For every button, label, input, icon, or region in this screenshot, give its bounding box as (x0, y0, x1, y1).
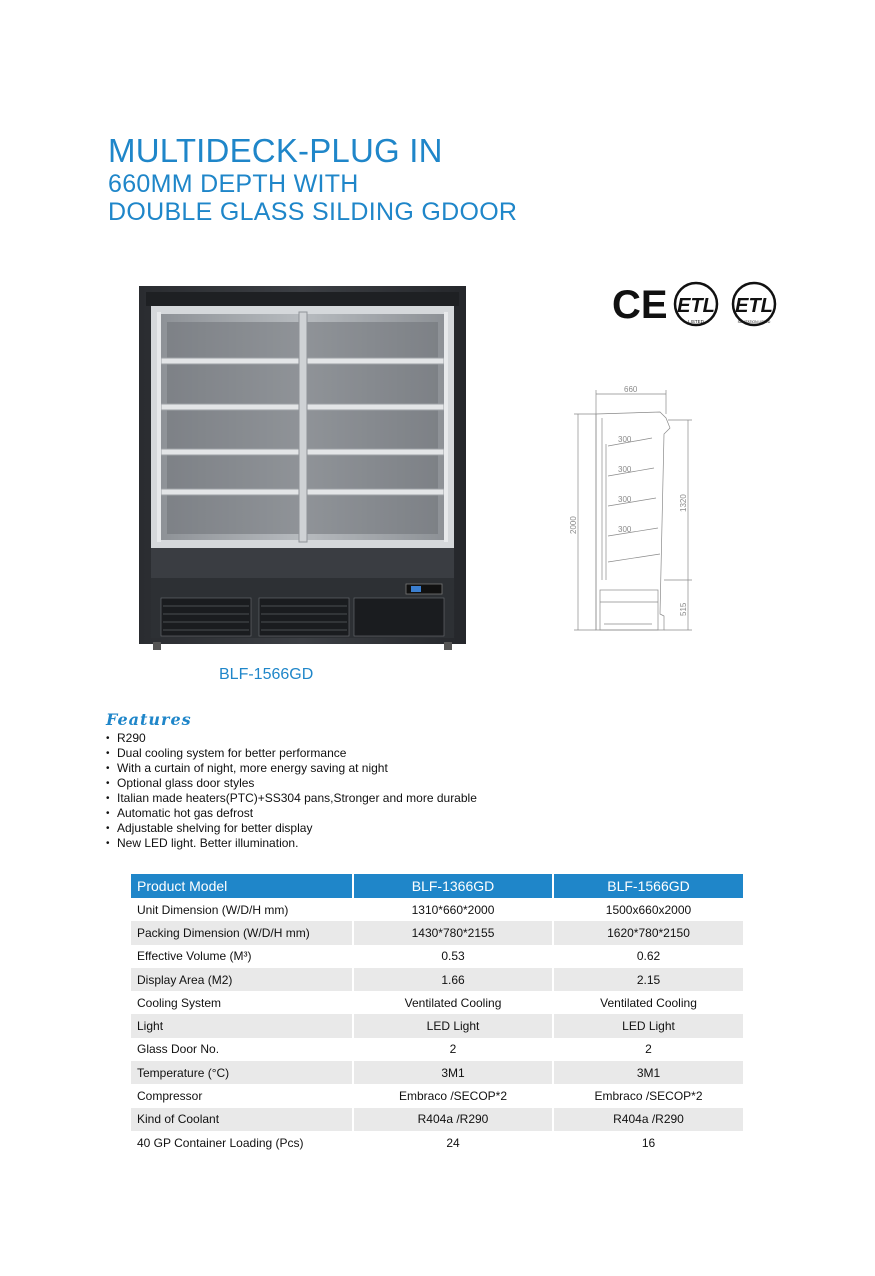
table-row (131, 1131, 743, 1154)
spec-label: 40 GP Container Loading (Pcs) (137, 1135, 304, 1150)
feature-item: • Adjustable shelving for better display (106, 821, 477, 836)
spec-value: 0.62 (552, 945, 743, 968)
etl-listed-small-text: LISTED (688, 319, 704, 324)
etl-sanitation-icon (733, 283, 775, 325)
features-list (106, 731, 477, 851)
spec-value: 1.66 (352, 968, 552, 991)
table-row (131, 1014, 743, 1037)
spec-value: 3M1 (352, 1061, 552, 1084)
title-line-1: MULTIDECK-PLUG IN (108, 132, 443, 169)
side-view-technical-drawing (560, 384, 700, 646)
table-row (131, 1108, 743, 1131)
page-title (108, 132, 517, 226)
spec-value: 24 (352, 1131, 552, 1154)
spec-value: R404a /R290 (352, 1108, 552, 1131)
spec-label: Cooling System (137, 995, 222, 1010)
inner-height-dimension-label: 1320 (679, 494, 688, 512)
spec-value: Embraco /SECOP*2 (352, 1084, 552, 1107)
spec-value: 2.15 (552, 968, 743, 991)
spec-value: 1310*660*2000 (352, 898, 552, 921)
title-line-2: 660MM DEPTH WITH (108, 170, 359, 198)
table-row (131, 991, 743, 1014)
etl-listed-text: ETL (677, 295, 715, 317)
spec-value: LED Light (552, 1014, 743, 1037)
feature-item: • Optional glass door styles (106, 776, 477, 791)
ce-mark-icon: CE (612, 283, 668, 327)
spec-value: 16 (552, 1131, 743, 1154)
spec-value: 2 (552, 1038, 743, 1061)
spec-value: 1620*780*2150 (552, 921, 743, 944)
header-product-model: Product Model (131, 874, 352, 898)
shelf-dimension-label-3: 300 (618, 495, 632, 504)
table-row (131, 945, 743, 968)
feature-item: • With a curtain of night, more energy saving at night (106, 761, 477, 776)
header-model-1566: BLF-1566GD (552, 874, 743, 898)
spec-label: Effective Volume (M³) (137, 949, 252, 964)
spec-label: Glass Door No. (137, 1042, 220, 1057)
spec-value: R404a /R290 (552, 1108, 743, 1131)
etl-sanitation-small-text: SANITATION LISTED (737, 320, 771, 324)
header-model-1366: BLF-1366GD (352, 874, 552, 898)
spec-value: 1500x660x2000 (552, 898, 743, 921)
spec-table-header-row (131, 874, 743, 898)
feature-item: • R290 (106, 731, 477, 746)
multideck-fridge-photo (139, 286, 466, 650)
spec-label: Compressor (137, 1089, 203, 1104)
shelf-dimension-label-1: 300 (618, 435, 632, 444)
product-model-caption: BLF-1566GD (219, 666, 314, 683)
spec-label: Packing Dimension (W/D/H mm) (131, 921, 352, 944)
spec-value: 1430*780*2155 (352, 921, 552, 944)
table-row (131, 921, 743, 944)
title-line-3: DOUBLE GLASS SILDING GDOOR (108, 198, 518, 226)
width-dimension-label: 660 (624, 385, 638, 394)
spec-label: Display Area (M2) (131, 968, 352, 991)
spec-value: 2 (352, 1038, 552, 1061)
etl-listed-icon (675, 283, 717, 325)
table-row (131, 1061, 743, 1084)
certification-logos (612, 280, 782, 328)
spec-value: LED Light (352, 1014, 552, 1037)
spec-label: Light (131, 1014, 352, 1037)
table-row (131, 1084, 743, 1107)
spec-label: Unit Dimension (W/D/H mm) (137, 902, 289, 917)
base-height-dimension-label: 515 (679, 602, 688, 616)
table-row (131, 898, 743, 921)
shelf-dimension-label-4: 300 (618, 525, 632, 534)
spec-table (131, 874, 743, 1154)
spec-value: Ventilated Cooling (552, 991, 743, 1014)
spec-value: 3M1 (552, 1061, 743, 1084)
feature-item: • New LED light. Better illumination. (106, 836, 477, 851)
feature-item: • Italian made heaters(PTC)+SS304 pans,Stronger and more durable (106, 791, 477, 806)
features-title: Features (106, 710, 192, 729)
feature-item: • Dual cooling system for better performance (106, 746, 477, 761)
shelf-dimension-label-2: 300 (618, 465, 632, 474)
etl-sanitation-text: ETL (735, 295, 773, 317)
height-dimension-label: 2000 (569, 516, 578, 534)
spec-value: 0.53 (352, 945, 552, 968)
spec-value: Ventilated Cooling (352, 991, 552, 1014)
feature-item: • Automatic hot gas defrost (106, 806, 477, 821)
table-row (131, 1038, 743, 1061)
spec-label: Temperature (°C) (131, 1061, 352, 1084)
spec-label: Kind of Coolant (131, 1108, 352, 1131)
spec-value: Embraco /SECOP*2 (552, 1084, 743, 1107)
table-row (131, 968, 743, 991)
